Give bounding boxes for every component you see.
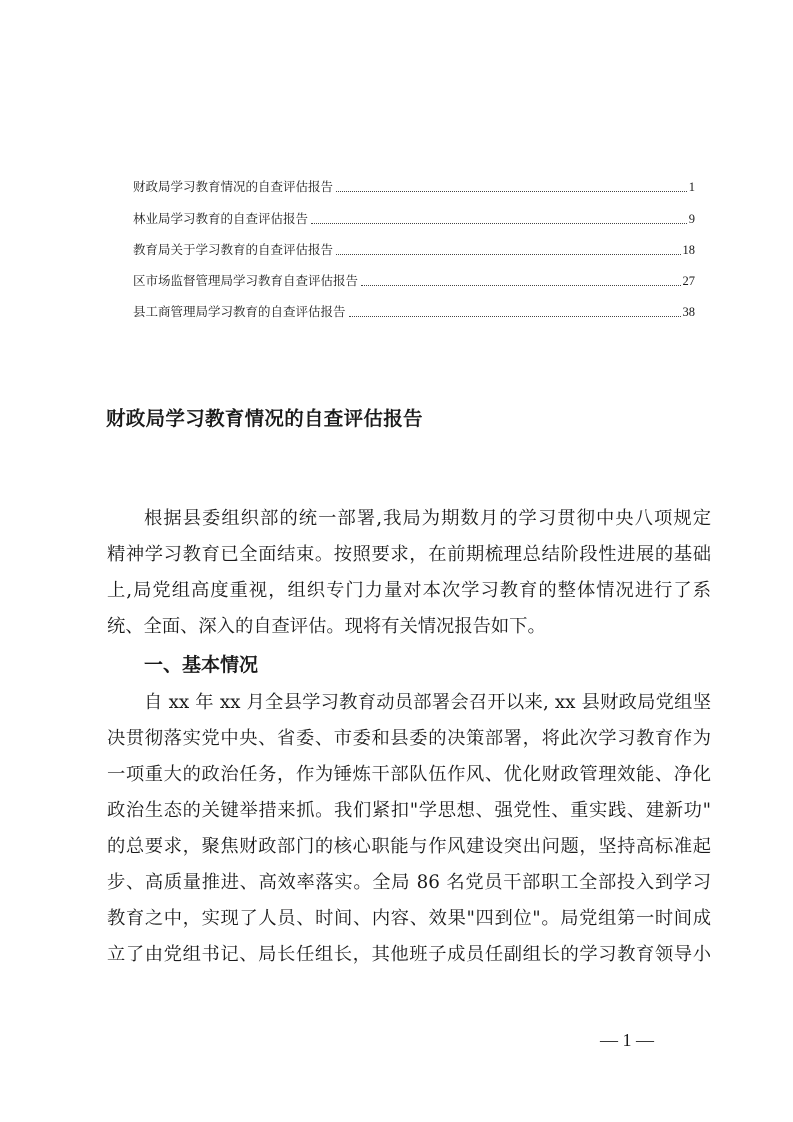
paragraph-line: 教育之中，实现了人员、时间、内容、效果"四到位"。局党组第一时间成 — [107, 908, 711, 929]
paragraph-line: 精神学习教育已全面结束。按照要求，在前期梳理总结阶段性进展的基础 — [107, 544, 711, 565]
page-number: — 1 — — [600, 1030, 654, 1050]
toc-entry-title: 县工商管理局学习教育的自查评估报告 — [133, 304, 346, 319]
toc-entry-title: 林业局学习教育的自查评估报告 — [133, 211, 309, 226]
paragraph-line: 立了由党组书记、局长任组长，其他班子成员任副组长的学习教育领导小 — [107, 944, 711, 965]
paragraph-line: 的总要求，聚焦财政部门的核心职能与作风建设突出问题，坚持高标准起 — [107, 836, 711, 857]
toc-entry-page: 38 — [682, 305, 695, 319]
toc-entry-page: 27 — [682, 274, 695, 288]
paragraph-line: 步、高质量推进、高效率落实。全局 86 名党员干部职工全部投入到学习 — [107, 872, 711, 893]
toc-leader-dots — [349, 315, 681, 317]
toc-leader-dots — [336, 253, 680, 255]
toc-entry[interactable] — [133, 178, 695, 196]
toc-entry[interactable] — [133, 303, 695, 321]
document-title: 财政局学习教育情况的自查评估报告 — [106, 407, 423, 430]
toc-entry-page: 1 — [688, 180, 695, 194]
paragraph-line: 决贯彻落实党中央、省委、市委和县委的决策部署，将此次学习教育作为 — [107, 728, 711, 749]
toc-leader-dots — [336, 190, 687, 192]
toc-entry-page: 18 — [682, 243, 695, 257]
toc-entry-title: 区市场监督管理局学习教育自查评估报告 — [133, 273, 359, 288]
paragraph-line: 统、全面、深入的自查评估。现将有关情况报告如下。 — [107, 616, 546, 637]
paragraph-line: 根据县委组织部的统一部署,我局为期数月的学习贯彻中央八项规定 — [144, 508, 711, 529]
toc-leader-dots — [311, 222, 687, 224]
toc-entry[interactable] — [133, 241, 695, 259]
paragraph-line: 上,局党组高度重视，组织专门力量对本次学习教育的整体情况进行了系 — [107, 580, 711, 601]
paragraph-line: 政治生态的关键举措来抓。我们紧扣"学思想、强党性、重实践、建新功" — [107, 800, 711, 821]
section-heading: 一、基本情况 — [144, 654, 259, 676]
toc-leader-dots — [361, 284, 680, 286]
toc-entry-title: 教育局关于学习教育的自查评估报告 — [133, 242, 334, 257]
toc-entry-title: 财政局学习教育情况的自查评估报告 — [133, 179, 334, 194]
toc-entry[interactable] — [133, 210, 695, 228]
paragraph-line: 自 xx 年 xx 月全县学习教育动员部署会召开以来, xx 县财政局党组坚 — [144, 692, 711, 713]
toc-entry-page: 9 — [688, 212, 695, 226]
toc-entry[interactable] — [133, 272, 695, 290]
paragraph-line: 一项重大的政治任务，作为锤炼干部队伍作风、优化财政管理效能、净化 — [107, 764, 711, 785]
